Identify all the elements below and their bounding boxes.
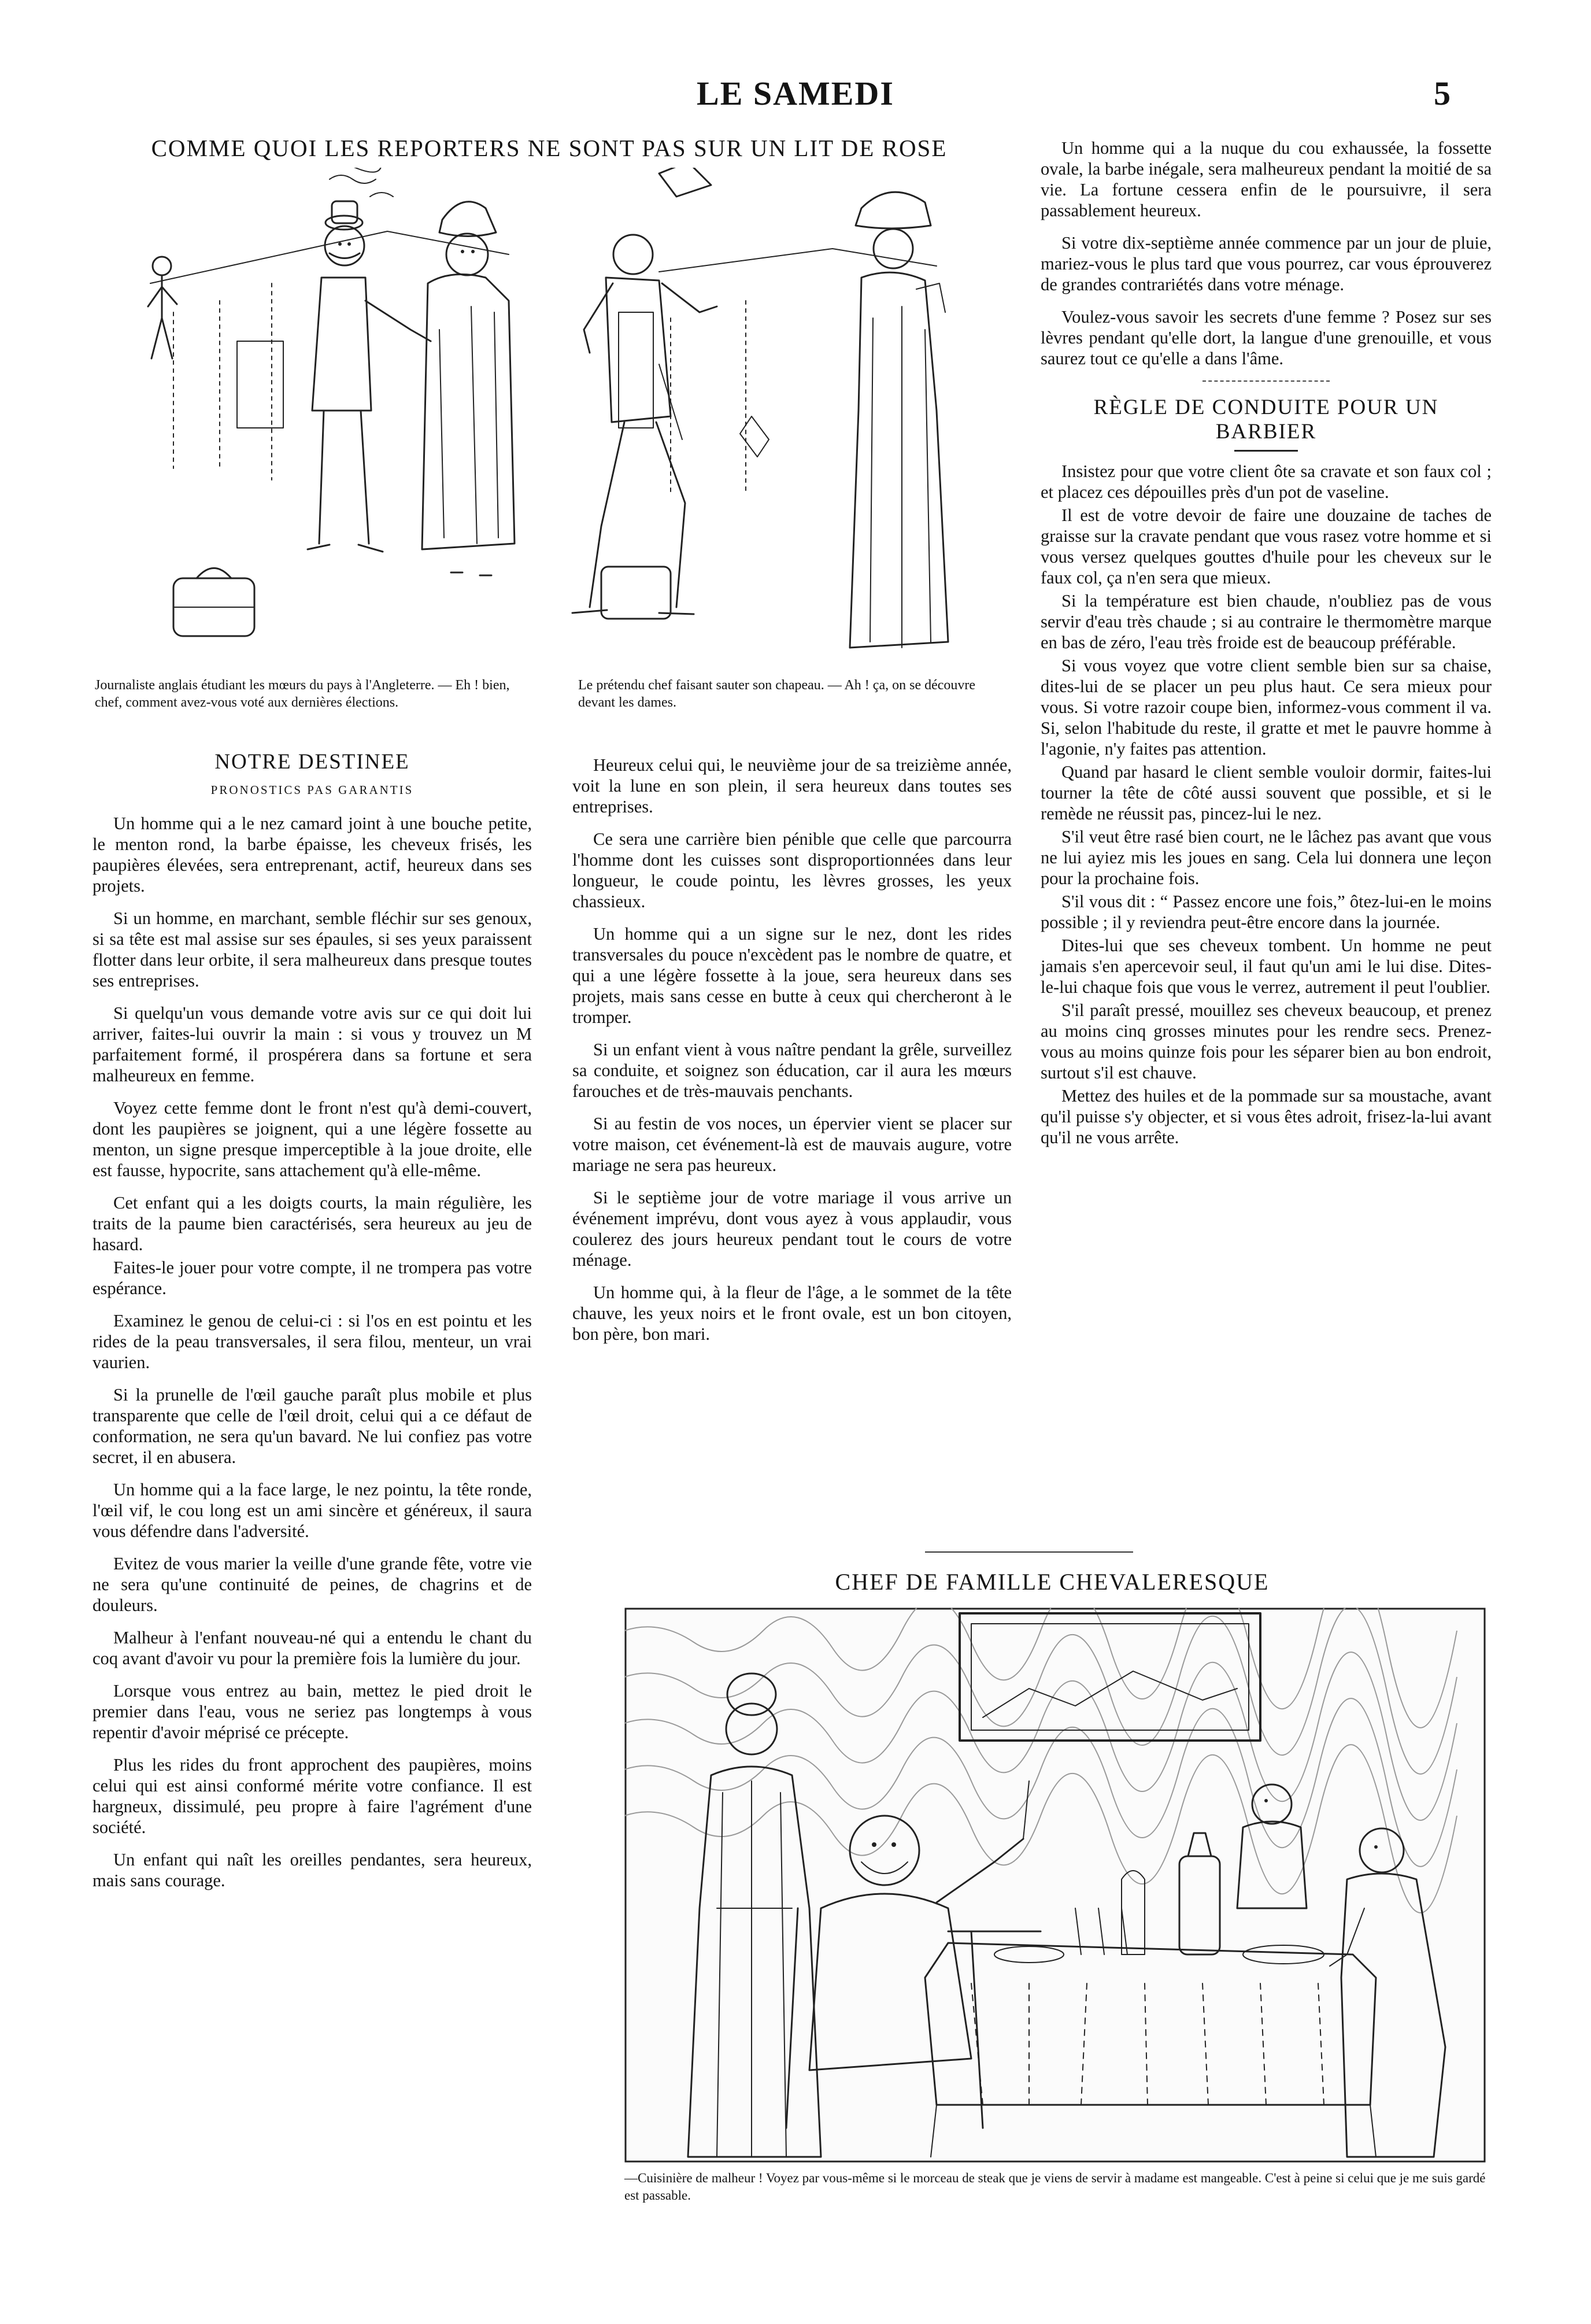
paragraph: Faites-le jouer pour votre compte, il ne trompera pas votre espérance.	[92, 1258, 532, 1298]
top-cartoon-caption-right: Le prétendu chef faisant sauter son chapeau. — Ah ! ça, on se découvre devant les dames.	[578, 678, 976, 710]
paragraph: Si un enfant vient à vous naître pendant la grêle, surveillez sa conduite, et soignez son éducation, car il aura les mœurs farouches et de très-mauvais penchants.	[572, 1040, 1012, 1101]
paragraph: Cet enfant qui a les doigts courts, la main régulière, les traits de la paume bien caractérisés, sera heureux au jeu de hasard.	[92, 1193, 532, 1254]
paragraph: Si votre dix-septième année commence par un jour de pluie, mariez-vous le plus tard que vous pourrez, car vous éprouverez de grandes contrariétés dans votre ménage.	[1041, 233, 1492, 294]
section-divider	[1202, 380, 1330, 382]
destinee-subtitle: PRONOSTICS PAS GARANTIS	[210, 783, 414, 797]
paragraph: Il est de votre devoir de faire une douzaine de taches de graisse sur la cravate pendant que vous rasez votre homme et si vous versez quelques gouttes d'huile pour les cheveux sur le faux col, ça n'en sera que mieux.	[1041, 505, 1492, 588]
masthead-title: LE SAMEDI	[697, 75, 894, 112]
top-cartoon-caption-left: Journaliste anglais étudiant les mœurs du pays à l'Angleterre. — Eh ! bien, chef, comment avez-vous voté aux dernières élections.	[95, 678, 510, 710]
paragraph: Si la température est bien chaude, n'oubliez pas de vous servir d'eau très chaude ; si au contraire le thermomètre marque en bas de zéro, l'eau très froide est de beaucoup préférable.	[1041, 591, 1492, 652]
paragraph: Si la prunelle de l'œil gauche paraît plus mobile et plus transparente que celle de l'œil droit, celui qui a ce défaut de conformation, ne sera qu'un bavard. Ne lui confiez pas votre secret, il en abusera.	[92, 1385, 532, 1467]
paragraph: S'il paraît pressé, mouillez ses cheveux beaucoup, et prenez au moins cinq grosses minutes pour les rendre secs. Prenez-vous au moins quinze fois pour les séparer bien au bon endroit, surtout s'il est chauve.	[1041, 1000, 1492, 1082]
column-1	[92, 752, 532, 1902]
paragraph: Un homme qui, à la fleur de l'âge, a le sommet de la tête chauve, les yeux noirs et le front ovale, est un bon citoyen, bon père, bon mari.	[572, 1283, 1012, 1344]
bottom-section-rule	[925, 1551, 1133, 1553]
column-3	[1041, 138, 1492, 1150]
paragraph: Un homme qui a le nez camard joint à une bouche petite, le menton rond, la barbe épaisse, les cheveux frisés, les paupières élevées, sera entreprenant, actif, heureux dans ses projets.	[92, 814, 532, 896]
title-rule	[1234, 450, 1298, 452]
bottom-cartoon-caption: —Cuisinière de malheur ! Voyez par vous-même si le morceau de steak que je viens de servir à madame est mangeable. C'est à peine si celui que je me suis gardé est passable.	[624, 2171, 1486, 2203]
paragraph: Mettez des huiles et de la pommade sur sa moustache, avant qu'il puisse s'y objecter, et si vous êtes adroit, frisez-la-lui avant qu'il ne vous arrête.	[1041, 1086, 1492, 1147]
bottom-cartoon-title: CHEF DE FAMILLE CHEVALERESQUE	[835, 1569, 1270, 1595]
top-cartoon-illustration	[139, 168, 960, 665]
paragraph: Si vous voyez que votre client semble bien sur sa chaise, dites-lui de se placer un peu plus haut. Ce sera mieux pour vous. Si votre razoir coupe bien, informez-vous comment il va. Si, selon l'habitude du reste, il gratte et met le pauvre homme à l'agonie, n'y faites pas attention.	[1041, 656, 1492, 759]
paragraph: Un homme qui a un signe sur le nez, dont les rides transversales du pouce n'excèdent pas le nombre de quatre, et qui a une légère fossette à la joue, sera heureux dans ses projets, mais sans cesse en butte à ceux qui chercheront à le tromper.	[572, 924, 1012, 1027]
paragraph: Heureux celui qui, le neuvième jour de sa treizième année, voit la lune en son plein, il sera heureux dans toutes ses entreprises.	[572, 755, 1012, 816]
paragraph: Si au festin de vos noces, un épervier vient se placer sur votre maison, cet événement-là est de mauvais augure, votre mariage ne sera pas heureux.	[572, 1114, 1012, 1175]
paragraph: Ce sera une carrière bien pénible que celle que parcourra l'homme dont les cuisses sont disproportionnées dans leur longueur, le coude pointu, les lèvres grosses, les yeux chassieux.	[572, 829, 1012, 911]
top-cartoon-title: COMME QUOI LES REPORTERS NE SONT PAS SUR UN LIT DE ROSE	[151, 135, 948, 161]
paragraph: Lorsque vous entrez au bain, mettez le pied droit le premier dans l'eau, vous ne seriez pas longtemps à vous repentir d'avoir méprisé ce précepte.	[92, 1681, 532, 1742]
paragraph: Malheur à l'enfant nouveau-né qui a entendu le chant du coq avant d'avoir vu pour la première fois la lumière du jour.	[92, 1628, 532, 1668]
paragraph: Examinez le genou de celui-ci : si l'os en est pointu et les rides de la peau transversales, il sera filou, menteur, un vrai vaurien.	[92, 1311, 532, 1372]
paragraph: S'il vous dit : “ Passez encore une fois,” ôtez-lui-en le moins possible ; il y reviendra peut-être encore dans la journée.	[1041, 892, 1492, 932]
paragraph: Si quelqu'un vous demande votre avis sur ce qui doit lui arriver, faites-lui ouvrir la main : si vous y trouvez un M parfaitement formé, il prospérera dans sa fortune et sera malheureux en femme.	[92, 1003, 532, 1085]
barbier-title: RÈGLE DE CONDUITE POUR UN BARBIER	[1093, 396, 1439, 444]
bottom-cartoon-illustration	[624, 1608, 1486, 2163]
paragraph: S'il veut être rasé bien court, ne le lâchez pas avant que vous ne lui ayiez mis les joues en sang. Cela lui donnera une leçon pour la prochaine fois.	[1041, 827, 1492, 888]
paragraph: Un homme qui a la face large, le nez pointu, la tête ronde, l'œil vif, le cou long est un ami sincère et généreux, il saura vous défendre dans l'adversité.	[92, 1480, 532, 1541]
column-2	[572, 755, 1012, 1356]
paragraph: Insistez pour que votre client ôte sa cravate et son faux col ; et placez ces dépouilles près d'un pot de vaseline.	[1041, 461, 1492, 502]
paragraph: Plus les rides du front approchent des paupières, moins celui qui est ainsi conformé mérite votre confiance. Il est hargneux, dissimulé, peu propre à faire l'agrément d'une société.	[92, 1755, 532, 1837]
paragraph: Un homme qui a la nuque du cou exhaussée, la fossette ovale, la barbe inégale, sera malheureux pendant la moitié de sa vie. La fortune cessera enfin de le poursuivre, il sera passablement heureux.	[1041, 138, 1492, 220]
paragraph: Si le septième jour de votre mariage il vous arrive un événement imprévu, dont vous ayez à vous applaudir, vous coulerez des jours heureux pendant tout le cours de votre ménage.	[572, 1188, 1012, 1270]
paragraph: Dites-lui que ses cheveux tombent. Un homme ne peut jamais s'en apercevoir seul, il faut qu'un ami le lui dise. Dites-le-lui chaque fois que vous le verrez, autrement il peut l'oublier.	[1041, 936, 1492, 997]
paragraph: Quand par hasard le client semble vouloir dormir, faites-lui tourner la tête de côté aussi souvent que possible, et si le remède ne réussit pas, pincez-lui le nez.	[1041, 762, 1492, 823]
paragraph: Voyez cette femme dont le front n'est qu'à demi-couvert, dont les paupières se joignent, qui a une légère fossette au menton, un signe presque imperceptible à la joue droite, elle est fausse, hypocrite, sans attachement qu'à elle-même.	[92, 1098, 532, 1180]
destinee-title: NOTRE DESTINEE	[214, 750, 410, 774]
paragraph: Voulez-vous savoir les secrets d'une femme ? Posez sur ses lèvres pendant qu'elle dort, la langue d'une grenouille, et vous saurez tout ce qu'elle a dans l'âme.	[1041, 307, 1492, 368]
paragraph: Un enfant qui naît les oreilles pendantes, sera heureux, mais sans courage.	[92, 1850, 532, 1890]
page-number: 5	[1434, 75, 1451, 112]
paragraph: Si un homme, en marchant, semble fléchir sur ses genoux, si sa tête est mal assise sur ses épaules, si ses yeux paraissent flotter dans leur orbite, il sera malheureux dans presque toutes ses entreprises.	[92, 908, 532, 991]
paragraph: Evitez de vous marier la veille d'une grande fête, votre vie ne sera qu'une continuité de peines, de chagrins et de douleurs.	[92, 1554, 532, 1615]
